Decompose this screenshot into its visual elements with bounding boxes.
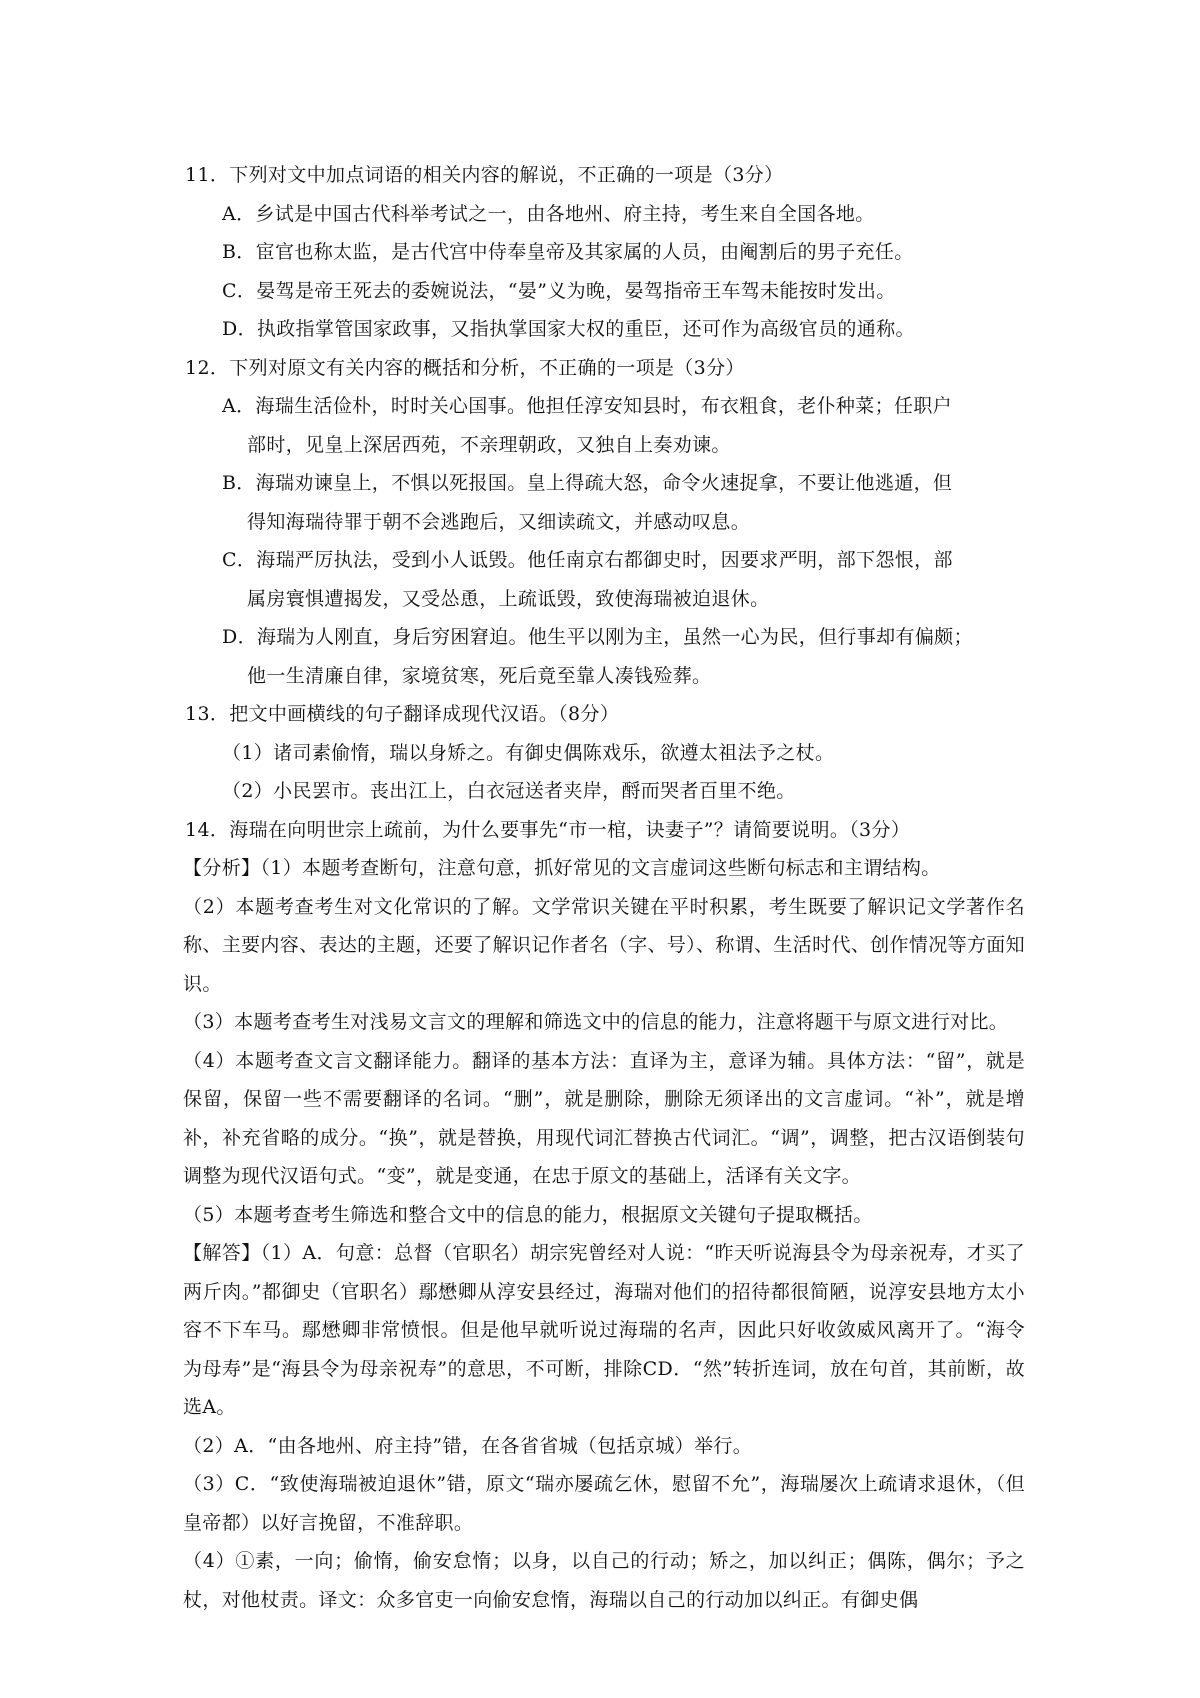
analysis-paragraph-3: （3）本题考查考生对浅易文言文的理解和筛选文中的信息的能力，注意将题干与原文进行对比。 [183,1011,1009,1033]
question-12-option-c-cont: 属房寰惧遭揭发，又受怂恿，上疏诋毁，致使海瑞被迫退休。 [247,587,770,610]
answer-paragraph-4: （4）①素，一向；偷惰，偷安怠惰；以身，以自己的行动；矫之，加以纠正；偶陈，偶尔；予之杖，对他杖责。译文：众多官吏一向偷安怠惰，海瑞以自己的行动加以纠正。有御史偶 [183,1550,1025,1611]
question-11-stem: 11．下列对文中加点词语的相关内容的解说，不正确的一项是（3分） [185,164,784,186]
question-12-option-a: A．海瑞生活俭朴，时时关心国事。他担任淳安知县时，布衣粗食，老仆种菜；任职户 [222,395,953,417]
question-12-stem: 12．下列对原文有关内容的概括和分析，不正确的一项是（3分） [185,356,745,379]
question-12-option-a-cont: 部时，见皇上深居西苑，不亲理朝政，又独自上奏劝谏。 [247,433,731,456]
question-12-option-c: C．海瑞严厉执法，受到小人诋毁。他任南京右都御史时，因要求严明，部下怨恨，部 [222,549,953,571]
answer-paragraph-2: （2）A．“由各地州、府主持”错，在各省省城（包括京城）举行。 [183,1434,753,1457]
question-11-option-c: C．晏驾是帝王死去的委婉说法，“晏”义为晚，晏驾指帝王车驾未能按时发出。 [222,279,896,302]
analysis-paragraph-5: （5）本题考查考生筛选和整合文中的信息的能力，根据原文关键句子提取概括。 [183,1203,873,1226]
question-13-sentence-2: （2）小民罢市。丧出江上，白衣冠送者夹岸，酹而哭者百里不绝。 [222,780,796,802]
question-12-option-d-cont: 他一生清廉自律，家境贫寒，死后竟至靠人凑钱殓葬。 [247,664,712,687]
question-11-option-a: A．乡试是中国古代科举考试之一，由各地州、府主持，考生来自全国各地。 [222,202,875,225]
question-12-option-b: B．海瑞劝谏皇上，不惧以死报国。皇上得疏大怒，命令火速捉拿，不要让他逃遁，但 [222,472,953,494]
document-body [185,156,1025,1619]
analysis-paragraph-4: （4）本题考查文言文翻译能力。翻译的基本方法：直译为主，意译为辅。具体方法：“留”，就是保留，保留一些不需要翻译的名词。“删”，就是删除，删除无须译出的文言虚词。“补”，就是增补，补充省略的成分。“换”，就是替换，用现代词汇替换古代词汇。“调”，调整，把古汉语倒装句调整为现代汉语句式。“变”，就是变通，在忠于原文的基础上，活译有关文字。 [183,1049,1025,1187]
analysis-paragraph-1: 【分析】（1）本题考查断句，注意句意，抓好常见的文言虚词这些断句标志和主谓结构。 [183,857,941,879]
question-13-sentence-1: （1）诸司素偷惰，瑞以身矫之。有御史偶陈戏乐，欲遵太祖法予之杖。 [222,741,835,764]
question-13-stem: 13．把文中画横线的句子翻译成现代汉语。（8分） [185,703,620,725]
question-14-stem: 14．海瑞在向明世宗上疏前，为什么要事先“市一棺，诀妻子”？请简要说明。（3分） [185,818,911,841]
question-12-option-d: D．海瑞为人刚直，身后穷困窘迫。他生平以刚为主，虽然一心为民，但行事却有偏颇； [222,626,973,648]
answer-paragraph-1: 【解答】（1）A．句意：总督（官职名）胡宗宪曾经对人说：“昨天听说海县令为母亲祝寿，才买了两斤肉。”都御史（官职名）鄢懋卿从淳安县经过，海瑞对他们的招待都很简陋，说淳安县地方太小容不下车马。鄢懋卿非常愤恨。但是他早就听说过海瑞的名声，因此只好收敛威风离开了。“海令为母寿”是“海县令为母亲祝寿”的意思，不可断，排除CD．“然”转折连词，放在句首，其前断，故选A。 [183,1242,1025,1418]
question-11-option-b: B．宦官也称太监，是古代宫中侍奉皇帝及其家属的人员，由阉割后的男子充任。 [222,241,914,263]
question-11-option-d: D．执政指掌管国家政事，又指执掌国家大权的重臣，还可作为高级官员的通称。 [222,318,915,340]
analysis-paragraph-2: （2）本题考查考生对文化常识的了解。文学常识关键在平时积累，考生既要了解识记文学著作名称、主要内容、表达的主题，还要了解识记作者名（字、号）、称谓、生活时代、创作情况等方面知识。 [183,895,1025,995]
question-12-option-b-cont: 得知海瑞待罪于朝不会逃跑后，又细读疏文，并感动叹息。 [247,510,751,533]
answer-paragraph-3: （3）C．“致使海瑞被迫退休”错，原文“瑞亦屡疏乞休，慰留不允”，海瑞屡次上疏请求退休，（但皇帝都）以好言挽留，不准辞职。 [183,1473,1025,1534]
